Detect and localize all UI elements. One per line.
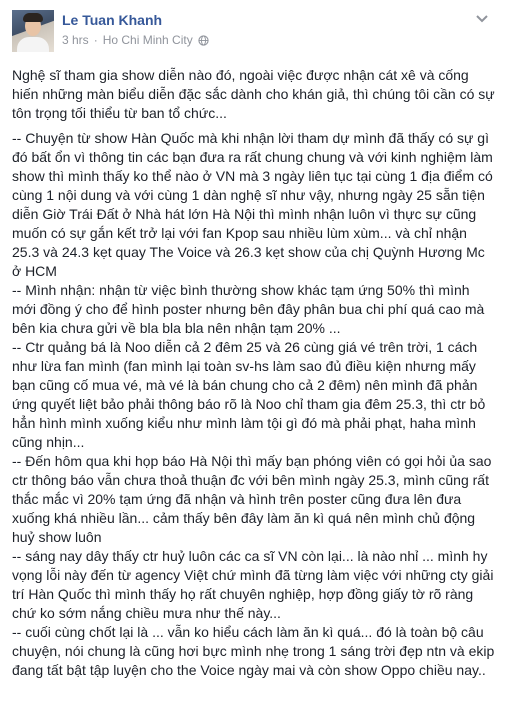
author-name[interactable]: Le Tuan Khanh [62, 12, 163, 28]
post-paragraph: -- Chuyện từ show Hàn Quốc mà khi nhận lời tham dự mình đã thấy có sự gì đó bất ổn vì thông tin các bạn đưa ra rất chung chung và với kinh nghiệm làm show thì mình thấy ko thể nào ở VN mà 3 ngày liên tục tại cùng 1 địa điểm có cùng 1 nội dung và với cùng 1 dàn nghệ sĩ như vậy, nhưng ngày 25 sẵn tiện diễn Giờ Trái Đất ở Nhà hát lớn Hà Nội thì mình nhận luôn vì thực sự cũng muốn có sự gắn kết trở lại với fan Kpop sau nhiều lùm xùm... và chỉ nhận 25.3 và 24.3 kẹt quay The Voice và 26.3 kẹt show của chị Quỳnh Hương Mc ở HCM [12, 130, 493, 279]
avatar[interactable] [12, 10, 54, 52]
post-paragraph: -- Ctr quảng bá là Noo diễn cả 2 đêm 25 và 26 cùng giá vé trên trời, 1 cách như lừa fan mình (fan mình lại toàn sv-hs làm sao đủ điều kiện nhưng mấy bạn cũng cố mua vé, mà vé là bán chung cho cả 2 đêm) nên mình đã phản ứng quyết liệt bảo phải thông báo rõ là Noo chỉ tham gia đêm 25.3, thì ctr bỏ hẳn hình mình xuống kiểu như mình làm tội gì đó mà phải phạt, haha mình cũng nhịn... [12, 339, 486, 450]
post-paragraph: -- Đến hôm qua khi họp báo Hà Nội thì mấy bạn phóng viên có gọi hỏi ủa sao ctr thông báo vẫn chưa thoả thuận đc với bên mình ngày 25.3, mình cũng rất thắc mắc vì 20% tạm ứng đã nhận và hình trên poster cũng đưa lên đưa xuống khá nhiều lần... cảm thấy bên đây làm ăn kì quá nên mình chủ động huỷ show luôn [12, 453, 492, 545]
post-body [12, 66, 495, 680]
chevron-down-icon[interactable] [475, 14, 489, 24]
post-paragraph: -- Mình nhận: nhận từ việc bình thường show khác tạm ứng 50% thì mình mới đồng ý cho để hình poster nhưng bên đây phân bua chi phí quá cao mà bên kia chưa gửi về bla bla bla nên nhận tạm 20% ... [12, 282, 485, 336]
post-location[interactable]: Ho Chi Minh City [102, 33, 193, 47]
post-paragraph: -- cuối cùng chốt lại là ... vẫn ko hiểu cách làm ăn kì quá... đó là toàn bộ câu chuyện, nói chung là cũng hơi bực mình nhẹ trong 1 sáng trời đẹp ntn và ekip đang tất bật tập luyện cho the Voice ngày mai và còn show Oppo chiều nay.. [12, 624, 495, 678]
globe-icon[interactable] [198, 35, 209, 46]
post-paragraph: -- sáng nay dây thấy ctr huỷ luôn các ca sĩ VN còn lại... là nào nhỉ ... mình hy vọng lỗi này đến từ agency Việt chứ mình đã từng làm việc với những cty giải trí Hàn Quốc thì mình thấy họ rất chuyên nghiệp, hợp đồng giấy tờ rõ ràng chứ ko sớm nắng chiều mưa như thế này... [12, 548, 494, 621]
post-time[interactable]: 3 hrs [62, 33, 89, 47]
post-meta [62, 33, 209, 47]
post-header [12, 10, 493, 54]
post-intro: Nghệ sĩ tham gia show diễn nào đó, ngoài việc được nhận cát xê và cống hiến những màn biểu diễn đặc sắc dành cho khán giả, thì chúng tôi cần có sự tôn trọng tối thiểu từ ban tổ chức... [12, 67, 495, 121]
meta-separator: · [93, 33, 98, 47]
